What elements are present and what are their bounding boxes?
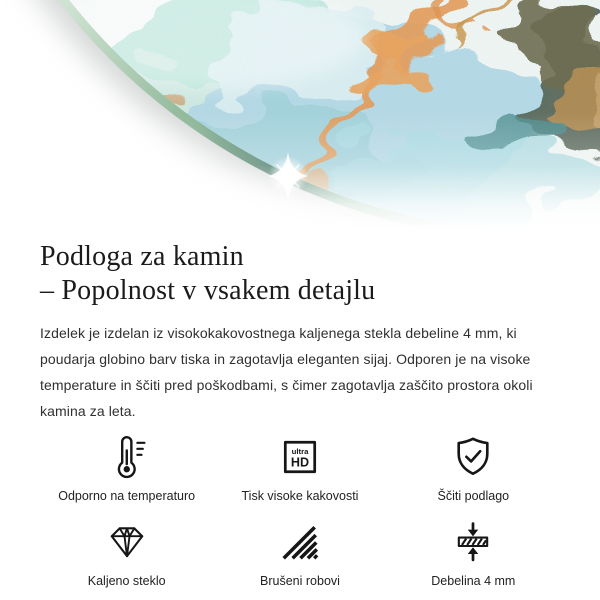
diamond-icon xyxy=(105,517,149,567)
feature-label: Tisk visoke kakovosti xyxy=(241,489,359,503)
feature-grid xyxy=(40,432,560,588)
feature-label: Odporno na temperaturo xyxy=(58,489,196,503)
thickness-press-icon xyxy=(452,517,494,567)
feature-label: Kaljeno steklo xyxy=(87,574,166,588)
page-title xyxy=(40,240,560,308)
glass-pad-illustration xyxy=(0,0,600,232)
feature-polished-edges xyxy=(213,517,386,588)
page-title-line2: – Popolnost v vsakem detajlu xyxy=(40,275,376,306)
feature-label: Brušeni robovi xyxy=(260,574,340,588)
ultra-hd-icon xyxy=(279,432,321,482)
feature-thickness xyxy=(387,517,560,588)
product-description-section xyxy=(0,240,600,588)
feature-label: Debelina 4 mm xyxy=(431,574,516,588)
feature-protection xyxy=(387,432,560,503)
svg-text:HD: HD xyxy=(290,455,310,470)
shield-check-icon xyxy=(451,432,495,482)
thermometer-icon xyxy=(104,432,150,482)
feature-temperature xyxy=(40,432,213,503)
feature-tempered-glass xyxy=(40,517,213,588)
svg-text:ultra: ultra xyxy=(291,446,309,456)
product-description-text: Izdelek je izdelan iz visokokakovostnega kaljenega stekla debeline 4 mm, ki poudarja globino barv tiska in zagotavlja eleganten sijaj. Odporen je na visoke temperature in ščiti pred poškodbami, s čimer zagotavlja zaščito prostora okoli kamina za leta. xyxy=(40,325,533,419)
feature-print-quality xyxy=(213,432,386,503)
product-image xyxy=(0,0,600,232)
feature-label: Ščiti podlago xyxy=(437,489,510,503)
hatched-edge-icon xyxy=(279,517,321,567)
page-title-line1: Podloga za kamin xyxy=(40,241,244,272)
